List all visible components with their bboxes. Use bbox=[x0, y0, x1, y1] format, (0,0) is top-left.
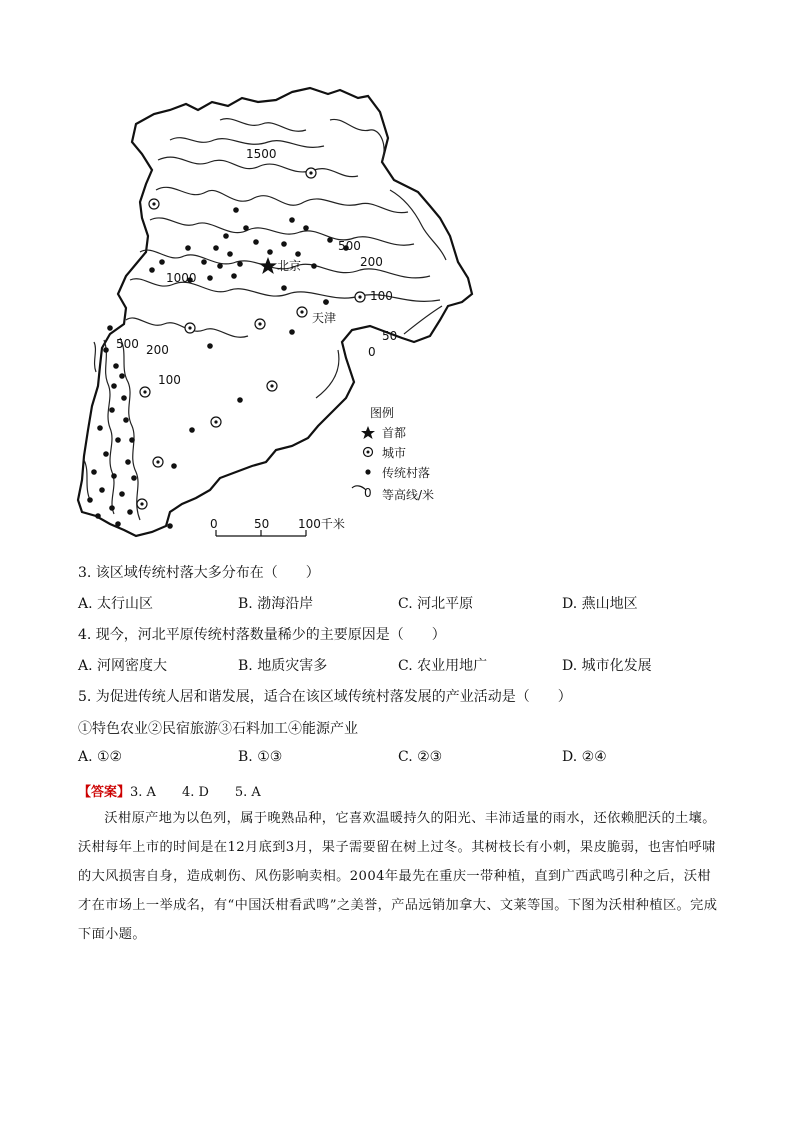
q4-option-a[interactable]: A. 河网密度大 bbox=[78, 658, 168, 674]
q4-option-d[interactable]: D. 城市化发展 bbox=[562, 658, 652, 674]
region-map bbox=[70, 80, 490, 540]
label-tianjin: 天津 bbox=[312, 311, 337, 325]
question-3-stem: 3. 该区域传统村落大多分布在（ ） bbox=[78, 565, 320, 581]
scale-label-0: 0 bbox=[210, 517, 218, 531]
beijing-star-icon bbox=[259, 257, 277, 274]
legend-title: 图例 bbox=[370, 406, 395, 420]
passage-paragraph: 沃柑原产地为以色列，属于晚熟品种，它喜欢温暖持久的阳光、丰沛适量的雨水，还依赖肥沃的土壤。沃柑每年上市的时间是在12月底到3月，果子需要留在树上过冬。其树枝长有小刺，果皮脆弱，也害怕呼啸的大风损害自身，造成刺伤、风伤影响卖相。2004年最先在重庆一带种植，直到广西武鸣引种之后，沃柑才在市场上一举成名，有“中国沃柑看武鸣”之美誉，产品远销加拿大、文莱等国。下图为沃柑种植区。完成下面小题。 bbox=[78, 811, 718, 942]
contour-label-100b: 100 bbox=[158, 373, 181, 387]
q5-option-d[interactable]: D. ②④ bbox=[562, 749, 607, 765]
scale-bar bbox=[210, 516, 345, 536]
question-5-subitems: ①特色农业②民宿旅游③石料加工④能源产业 bbox=[78, 721, 358, 737]
q4-option-b[interactable]: B. 地质灾害多 bbox=[238, 658, 328, 674]
dot-icon bbox=[365, 469, 370, 474]
map-svg bbox=[70, 80, 490, 540]
contour-label-100a: 100 bbox=[370, 289, 393, 303]
map-legend bbox=[352, 405, 434, 502]
legend-label-capital: 首都 bbox=[382, 426, 407, 440]
question-5-stem: 5. 为促进传统人居和谐发展，适合在该区域传统村落发展的产业活动是（ ） bbox=[78, 689, 572, 705]
q5-option-b[interactable]: B. ①③ bbox=[238, 749, 283, 765]
legend-label-city: 城市 bbox=[382, 446, 407, 460]
answer-tag: 【答案】 bbox=[78, 785, 131, 800]
question-4-stem: 4. 现今，河北平原传统村落数量稀少的主要原因是（ ） bbox=[78, 627, 446, 643]
scale-label-50: 50 bbox=[254, 517, 270, 531]
answer-text: 3. A 4. D 5. A bbox=[130, 785, 261, 800]
contour-label-1500: 1500 bbox=[246, 147, 277, 161]
legend-contour-sample: 0 bbox=[364, 486, 372, 500]
q5-option-c[interactable]: C. ②③ bbox=[398, 749, 443, 765]
contour-label-200a: 200 bbox=[360, 255, 383, 269]
contour-label-200b: 200 bbox=[146, 343, 169, 357]
scale-label-100: 100千米 bbox=[298, 517, 345, 531]
star-icon bbox=[361, 426, 375, 439]
tianjin-marker bbox=[323, 299, 329, 305]
q3-option-b[interactable]: B. 渤海沿岸 bbox=[238, 596, 314, 612]
answer-line bbox=[78, 781, 261, 800]
q3-option-a[interactable]: A. 太行山区 bbox=[78, 596, 154, 612]
contour-label-1000: 1000 bbox=[166, 271, 197, 285]
q4-option-c[interactable]: C. 农业用地广 bbox=[398, 658, 488, 674]
city-markers bbox=[137, 168, 365, 509]
contour-label-0: 0 bbox=[368, 345, 376, 359]
q5-option-a[interactable]: A. ①② bbox=[78, 749, 123, 765]
q3-option-d[interactable]: D. 燕山地区 bbox=[562, 596, 638, 612]
contour-label-500a: 500 bbox=[338, 239, 361, 253]
contour-label-500b: 500 bbox=[116, 337, 139, 351]
label-beijing: 北京 bbox=[277, 259, 302, 273]
legend-label-contour: 等高线/米 bbox=[382, 488, 435, 502]
legend-label-village: 传统村落 bbox=[382, 466, 431, 480]
contour-label-50: 50 bbox=[382, 329, 398, 343]
q3-option-c[interactable]: C. 河北平原 bbox=[398, 596, 474, 612]
